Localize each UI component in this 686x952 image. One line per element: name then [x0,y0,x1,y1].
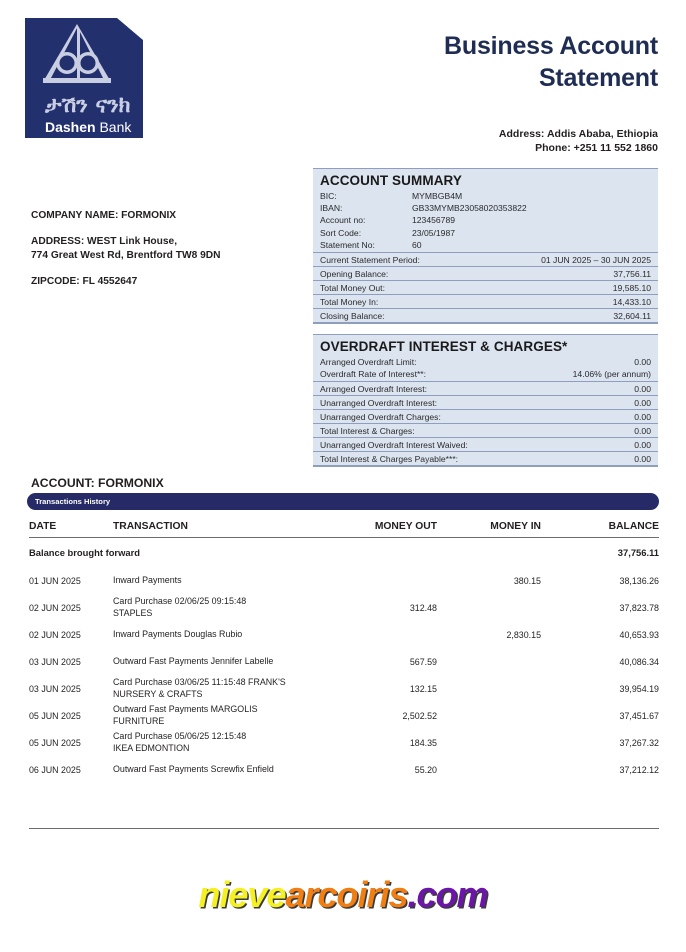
customer-address-line1: ADDRESS: WEST Link House, [31,236,178,248]
customer-details [31,209,296,288]
cell-transaction-line1: Card Purchase 03/06/25 11:15:48 FRANK'S [113,677,286,688]
cell-money-out: 2,502.52 [402,710,437,721]
cell-balance: 37,267.32 [619,737,659,748]
cell-balance: 39,954.19 [619,683,659,694]
cell-balance: 37,451.67 [619,710,659,721]
summary-value-0: 01 JUN 2025 – 30 JUN 2025 [541,254,651,265]
cell-date: 01 JUN 2025 [29,575,81,586]
bank-name-amharic: ታሽን ናንክ [45,93,131,118]
summary-value-4: 32,604.11 [613,310,651,321]
summary-value-1: 37,756.11 [613,268,651,279]
cell-date: 05 JUN 2025 [29,737,81,748]
overdraft-label-row [313,423,658,437]
overdraft-label-1: Overdraft Rate of Interest**: [320,369,427,380]
summary-field-row [320,214,651,226]
cell-transaction [113,629,333,640]
site-watermark [0,874,686,916]
overdraft-value-0: 0.00 [634,357,651,367]
column-header-balance: BALANCE [608,521,659,532]
overdraft-label-row [313,451,658,466]
overdraft-label-row [313,409,658,423]
overdraft-label-3: Total Interest & Charges: [320,425,415,436]
cell-money-out: 184.35 [409,737,437,748]
cell-transaction [113,764,333,775]
summary-field-key-3: Sort Code: [320,227,362,238]
overdraft-panel [313,334,658,467]
doc-title-line2: Statement [538,64,658,92]
overdraft-field-row [320,356,651,368]
transactions-table-header [29,521,659,538]
cell-date: 03 JUN 2025 [29,656,81,667]
overdraft-title: OVERDRAFT INTEREST & CHARGES* [320,339,568,354]
cell-date: 06 JUN 2025 [29,764,81,775]
cell-transaction [113,596,333,619]
watermark-part-3: .com [407,874,488,915]
summary-field-value-4: 60 [412,239,422,250]
cell-date: 05 JUN 2025 [29,710,81,721]
page-title [358,30,658,94]
cell-transaction [113,704,333,727]
summary-label-row [313,266,658,280]
summary-label-row [313,252,658,266]
bank-contact-info [338,127,658,155]
overdraft-label-0: Arranged Overdraft Interest: [320,383,427,394]
cell-money-in: 2,830.15 [506,629,541,640]
column-header-money-in: MONEY IN [490,521,541,532]
cell-money-out: 567.59 [409,656,437,667]
statement-header [0,0,686,160]
overdraft-rows [313,381,658,466]
transactions-rows [29,567,659,783]
balance-brought-forward-row [29,538,659,567]
table-row [29,702,659,729]
summary-field-value-2: 123456789 [412,215,456,226]
cell-transaction-line1: Inward Payments [113,574,182,585]
summary-value-3: 14,433.10 [612,296,651,307]
overdraft-top-fields [313,356,658,381]
overdraft-label-1: Unarranged Overdraft Interest: [320,397,438,408]
cell-balance: 38,136.26 [619,575,659,586]
cell-transaction [113,575,333,586]
overdraft-label-0: Arranged Overdraft Limit: [320,357,417,367]
overdraft-value-2: 0.00 [634,411,651,422]
summary-field-value-1: GB33MYMB23058020353822 [412,203,527,214]
overdraft-value-4: 0.00 [634,439,651,450]
watermark-part-2: arcoiris [285,874,408,915]
overdraft-label-row [313,395,658,409]
summary-label-3: Total Money In: [320,296,379,307]
cell-transaction [113,677,333,700]
cell-transaction-line1: Inward Payments Douglas Rubio [113,628,243,639]
table-row [29,594,659,621]
overdraft-value-3: 0.00 [634,425,651,436]
summary-label-2: Total Money Out: [320,282,385,293]
cell-transaction-line2: STAPLES [113,607,153,618]
summary-value-2: 19,585.10 [612,282,651,293]
overdraft-value-0: 0.00 [634,383,651,394]
table-row [29,756,659,783]
overdraft-label-row [313,381,658,395]
cell-transaction-line1: Outward Fast Payments MARGOLIS [113,704,258,715]
summary-field-row [320,190,651,202]
account-summary-fields [313,190,658,252]
summary-field-row [320,202,651,214]
table-row [29,675,659,702]
summary-field-key-4: Statement No: [320,239,375,250]
summary-label-row [313,308,658,323]
cell-date: 02 JUN 2025 [29,602,81,613]
summary-label-row [313,294,658,308]
table-row [29,567,659,594]
cell-balance: 37,212.12 [619,764,659,775]
summary-field-value-3: 23/05/1987 [412,227,456,238]
cell-date: 03 JUN 2025 [29,683,81,694]
customer-name: COMPANY NAME: FORMONIX [31,210,177,221]
summary-label-1: Opening Balance: [320,268,389,279]
cell-money-out: 55.20 [414,764,437,775]
bank-phone: Phone: +251 11 552 1860 [535,142,658,155]
transactions-table-footer-rule [29,828,659,829]
cell-transaction-line1: Outward Fast Payments Screwfix Enfield [113,763,274,774]
overdraft-label-2: Unarranged Overdraft Charges: [320,411,441,422]
watermark-part-1: nieve [198,874,286,915]
overdraft-label-row [313,437,658,451]
overdraft-value-5: 0.00 [634,453,651,464]
account-holder-label: ACCOUNT: FORMONIX [31,476,164,490]
cell-balance: 40,086.34 [619,656,659,667]
customer-address-line2: 774 Great West Rd, Brentford TW8 9DN [31,249,221,261]
summary-label-row [313,280,658,294]
dashen-bank-sail-logo [25,18,143,138]
summary-field-row [320,227,651,239]
overdraft-value-1: 0.00 [634,397,651,408]
table-row [29,648,659,675]
cell-transaction-line1: Card Purchase 05/06/25 12:15:48 [113,731,247,742]
bank-logo [25,18,143,138]
cell-transaction [113,656,333,667]
doc-title-line1: Business Account [444,32,658,60]
bank-address: Address: Addis Ababa, Ethiopia [498,128,658,140]
cell-transaction-line1: Outward Fast Payments Jennifer Labelle [113,655,274,666]
transactions-table [29,521,659,783]
cell-money-in: 380.15 [513,575,541,586]
account-summary-panel [313,168,658,324]
summary-label-0: Current Statement Period: [320,254,420,265]
brought-forward-label: Balance brought forward [29,547,140,558]
cell-money-out: 312.48 [409,602,437,613]
cell-money-out: 132.15 [409,683,437,694]
transactions-history-label: Transactions History [35,496,111,506]
overdraft-label-4: Unarranged Overdraft Interest Waived: [320,439,468,450]
cell-transaction-line1: Card Purchase 02/06/25 09:15:48 [113,596,247,607]
cell-transaction-line2: FURNITURE [113,715,165,726]
bank-name-latin: Dashen Bank [45,119,132,135]
cell-date: 02 JUN 2025 [29,629,81,640]
overdraft-label-5: Total Interest & Charges Payable***: [320,453,459,464]
table-row [29,621,659,648]
cell-balance: 40,653.93 [619,629,659,640]
cell-transaction-line2: NURSERY & CRAFTS [113,688,203,699]
cell-transaction-line2: IKEA EDMONTION [113,742,190,753]
column-header-transaction: TRANSACTION [113,521,188,532]
account-summary-title: ACCOUNT SUMMARY [320,173,462,188]
summary-label-4: Closing Balance: [320,310,385,321]
customer-address [31,235,296,262]
summary-field-key-2: Account no: [320,215,366,226]
summary-field-key-1: IBAN: [320,203,343,214]
cell-transaction [113,731,333,754]
transactions-history-banner [27,493,659,510]
column-header-date: DATE [29,521,57,532]
overdraft-value-1: 14.06% (per annum) [572,369,651,380]
table-row [29,729,659,756]
cell-balance: 37,823.78 [619,602,659,613]
brought-forward-balance: 37,756.11 [617,547,659,558]
summary-field-row [320,239,651,251]
overdraft-field-row [320,368,651,380]
account-summary-rows [313,252,658,323]
summary-field-value-0: MYMBGB4M [412,191,463,201]
column-header-money-out: MONEY OUT [374,521,437,532]
customer-zipcode: ZIPCODE: FL 4552647 [31,275,138,287]
summary-field-key-0: BIC: [320,191,337,201]
